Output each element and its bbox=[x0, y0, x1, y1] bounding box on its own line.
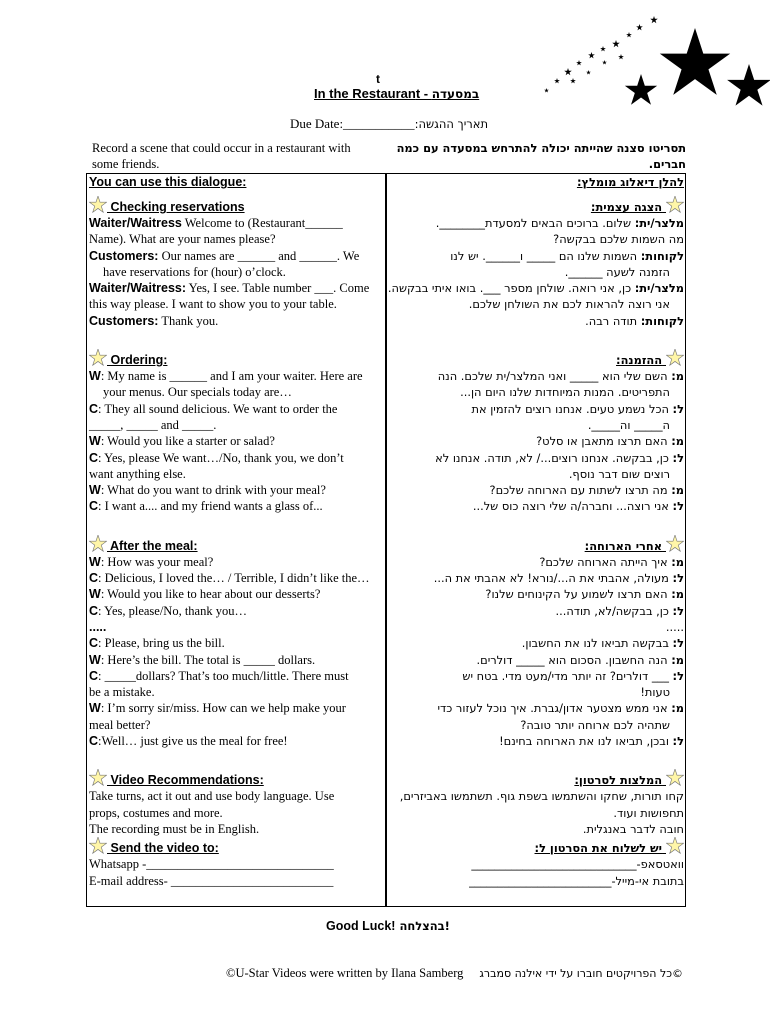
dialogue-line bbox=[89, 215, 385, 231]
line-text: הזמנה לשעה ______. bbox=[564, 264, 670, 279]
section-heading: המלצות לסרטון: bbox=[388, 769, 684, 788]
dialogue-line bbox=[89, 401, 385, 417]
title-hebrew: במסעדה bbox=[431, 87, 480, 101]
speaker-label: מ: bbox=[671, 587, 684, 602]
due-date-hebrew: :תאריך ההגשה bbox=[414, 117, 489, 131]
line-text: Thank you. bbox=[158, 313, 219, 328]
recommendation-line: תחפושות ועוד. bbox=[613, 805, 684, 820]
speaker-label: לקוחות: bbox=[640, 248, 684, 263]
dialogue-label: You can use this dialogue: bbox=[89, 175, 247, 189]
dialogue-line bbox=[89, 433, 385, 449]
dialogue-line bbox=[89, 733, 385, 749]
star-icon bbox=[89, 769, 107, 787]
speaker-label: לקוחות: bbox=[640, 313, 684, 328]
line-text: ובכן, תביאו לנו את הארוחה בחינם! bbox=[499, 734, 673, 749]
line-text: האם תרצו לשמוע על הקינוחים שלנו? bbox=[485, 587, 672, 602]
section-heading: Ordering: bbox=[89, 349, 385, 368]
line-text: Yes, I see. Table number ___. Come bbox=[186, 281, 370, 296]
line-text: : I want a.... and my friend wants a glass of... bbox=[98, 499, 323, 514]
line-text: :Well… just give us the meal for free! bbox=[98, 734, 288, 749]
line-text: : Yes, please We want…/No, thank you, we don’t bbox=[98, 450, 344, 465]
dialogue-line bbox=[89, 586, 385, 602]
section-heading: Send the video to: bbox=[89, 837, 385, 856]
line-text: _____, _____ and _____. bbox=[89, 417, 217, 432]
speaker-label: Waiter/Waitress: bbox=[89, 281, 187, 296]
line-text: כן, בבקשה/לא, תודה... bbox=[555, 603, 673, 618]
whatsapp-field: Whatsapp -______________________________ bbox=[89, 857, 334, 872]
dialogue-line bbox=[388, 368, 684, 384]
line-text: שתהיה לכם ארוחה יותר טובה? bbox=[520, 717, 670, 732]
section-heading: Video Recommendations: bbox=[89, 769, 385, 788]
dialogue-line bbox=[388, 603, 684, 619]
line-text: התפריטים. המנות המיוחדות שלנו היום הן... bbox=[460, 385, 670, 400]
line-text: Name). What are your names please? bbox=[89, 232, 276, 247]
speaker-label: מ: bbox=[671, 369, 684, 384]
recommendation-line: props, costumes and more. bbox=[89, 805, 223, 820]
star-icon bbox=[666, 196, 684, 214]
dialogue-line bbox=[388, 313, 684, 329]
speaker-label: W bbox=[89, 701, 101, 716]
line-text: ה_____ וה_____. bbox=[587, 417, 670, 432]
dialogue-line bbox=[89, 368, 385, 384]
star-icon bbox=[666, 837, 684, 855]
page-title bbox=[314, 86, 479, 102]
line-text: : They all sound delicious. We want to order the bbox=[98, 401, 338, 416]
speaker-label: W bbox=[89, 554, 101, 569]
line-text: מה תרצו לשתות עם הארוחה שלכם? bbox=[489, 483, 672, 498]
line-text: אני רוצה... וחברה/ה שלי רוצה כוס של... bbox=[472, 499, 673, 514]
dialogue-line bbox=[388, 417, 684, 433]
dialogue-line bbox=[89, 603, 385, 619]
line-text: : Yes, please/No, thank you… bbox=[98, 603, 247, 618]
title-top-letter: t bbox=[376, 72, 380, 86]
speaker-label: C bbox=[89, 450, 99, 465]
section-after-meal-he bbox=[388, 535, 684, 750]
section-ordering bbox=[89, 349, 385, 515]
section-send-video bbox=[89, 837, 385, 889]
speaker-label: W bbox=[89, 369, 101, 384]
line-text: meal better? bbox=[89, 717, 151, 732]
line-text: be a mistake. bbox=[89, 685, 155, 700]
speaker-label: W bbox=[89, 434, 101, 449]
speaker-label: ל: bbox=[672, 499, 684, 514]
title-english-tail: t - bbox=[415, 86, 432, 101]
title-english: In the Restauran bbox=[314, 86, 416, 101]
line-text: בבקשה תביאו לנו את החשבון. bbox=[521, 636, 673, 651]
intro-english-1: Record a scene that could occur in a restaurant with bbox=[92, 141, 351, 155]
recommendation-line: Take turns, act it out and use body language. Use bbox=[89, 789, 335, 804]
line-text: השמות שלנו הם _____ ו______. יש לנו bbox=[450, 248, 641, 263]
footer-english: ©U-Star Videos were written by Ilana Samberg bbox=[226, 966, 464, 980]
line-text: Our names are ______ and ______. We bbox=[158, 248, 360, 263]
intro-hebrew-1: תסריטו סצנה שהייתה יכולה להתרחש במסעדה עם כמה bbox=[396, 141, 686, 155]
dialogue-line bbox=[388, 466, 684, 482]
dialogue-line bbox=[89, 717, 385, 733]
due-date-line bbox=[290, 116, 488, 132]
section-send-video-he bbox=[388, 837, 684, 889]
line-text: have reservations for (hour) o’clock. bbox=[103, 264, 286, 279]
dialogue-line bbox=[89, 417, 385, 433]
section-order bbox=[388, 349, 684, 515]
section-video-recommendations-he bbox=[388, 769, 684, 837]
line-text: השם שלי הוא _____ ואני המלצר/ית שלכם. הנה bbox=[437, 369, 672, 384]
line-text: : I’m sorry sir/miss. How can we help make your bbox=[100, 701, 346, 716]
line-text: : Please, bring us the bill. bbox=[98, 636, 225, 651]
line-text: תודה רבה. bbox=[585, 313, 641, 328]
dialogue-line bbox=[388, 733, 684, 749]
dialogue-line bbox=[388, 248, 684, 264]
line-text: הנה החשבון. הסכום הוא _____ דולרים. bbox=[476, 652, 672, 667]
dialogue-line bbox=[89, 498, 385, 514]
line-text: כן, אני רואה. שולחן מספר ___. בואו איתי בבקשה. bbox=[387, 281, 635, 296]
good-luck bbox=[326, 917, 450, 935]
intro-english-2: some friends. bbox=[92, 157, 160, 171]
intro-hebrew-2: חברים. bbox=[648, 157, 686, 171]
line-text: : Would you like to hear about our desserts? bbox=[100, 587, 321, 602]
section-heading: Checking reservations bbox=[89, 196, 385, 215]
speaker-label: W bbox=[89, 587, 101, 602]
recommendation-line: The recording must be in English. bbox=[89, 821, 260, 836]
dialogue-line bbox=[388, 668, 684, 684]
line-text: : _____dollars? That’s too much/little. There must bbox=[98, 668, 349, 683]
section-self-introduction bbox=[388, 196, 684, 329]
footer-hebrew: ©כל הפרויקטים חוברו על ידי אילנה סמברג bbox=[479, 967, 684, 980]
dialogue-line bbox=[388, 433, 684, 449]
speaker-label: ל: bbox=[672, 636, 684, 651]
dialogue-line bbox=[388, 401, 684, 417]
section-checking-reservations bbox=[89, 196, 385, 329]
dialogue-line bbox=[89, 248, 385, 264]
dialogue-line bbox=[89, 296, 385, 312]
email-field: E-mail address- __________________________ bbox=[89, 873, 334, 888]
line-text: רוצים שום דבר נוסף. bbox=[568, 466, 670, 481]
dialogue-line bbox=[388, 554, 684, 570]
speaker-label: C bbox=[89, 734, 99, 749]
speaker-label: C bbox=[89, 499, 99, 514]
dialogue-line bbox=[388, 717, 684, 733]
stars-decoration bbox=[540, 14, 770, 122]
star-icon bbox=[666, 535, 684, 553]
speaker-label: מ: bbox=[671, 483, 684, 498]
dialogue-line bbox=[388, 652, 684, 668]
speaker-label: C bbox=[89, 636, 99, 651]
dialogue-line bbox=[388, 586, 684, 602]
dialogue-line bbox=[388, 450, 684, 466]
speaker-label: W bbox=[89, 483, 101, 498]
dialogue-line bbox=[89, 313, 385, 329]
speaker-label: Waiter/Waitress bbox=[89, 216, 182, 230]
star-icon bbox=[89, 196, 107, 214]
dialogue-line bbox=[388, 700, 684, 716]
dialogue-line bbox=[89, 384, 385, 400]
line-text: : My name is ______ and I am your waiter. Here are bbox=[100, 369, 363, 384]
dialogue-line bbox=[89, 450, 385, 466]
star-icon bbox=[666, 769, 684, 787]
dialogue-line bbox=[388, 498, 684, 514]
speaker-label: ל: bbox=[672, 571, 684, 586]
line-text: כן, בבקשה. אנחנו רוצים.../ לא, תודה. אנחנו לא bbox=[435, 450, 673, 465]
line-text: ..... bbox=[665, 619, 684, 634]
speaker-label: ..... bbox=[89, 619, 107, 634]
line-text: ___ דולרים? זה יותר מדי/מעט מדי. בטח יש bbox=[462, 668, 673, 683]
speaker-label: מ: bbox=[671, 554, 684, 569]
dialogue-line bbox=[388, 619, 684, 635]
dialogue-line bbox=[388, 684, 684, 700]
star-icon bbox=[666, 349, 684, 367]
dialogue-line bbox=[89, 619, 385, 635]
line-text: want anything else. bbox=[89, 466, 186, 481]
line-text: אני ממש מצטער אדון/גברת. איך נוכל לעזור כדי bbox=[437, 701, 672, 716]
star-icon bbox=[89, 349, 107, 367]
dialogue-line bbox=[388, 280, 684, 296]
line-text: מה השמות שלכם בבקשה? bbox=[553, 232, 684, 247]
dialogue-line bbox=[89, 570, 385, 586]
good-luck-hebrew: בהצלחה! bbox=[399, 919, 450, 933]
speaker-label: ל: bbox=[672, 603, 684, 618]
dialogue-line bbox=[388, 635, 684, 651]
line-text: איך הייתה הארוחה שלכם? bbox=[539, 554, 672, 569]
section-heading: After the meal: bbox=[89, 535, 385, 554]
line-text: : Here’s the bill. The total is _____ dollars. bbox=[100, 652, 316, 667]
speaker-label: C bbox=[89, 571, 99, 586]
dialogue-line bbox=[388, 384, 684, 400]
line-text: your menus. Our specials today are… bbox=[103, 385, 292, 400]
dialogue-line bbox=[89, 280, 385, 296]
dialogue-line bbox=[89, 652, 385, 668]
dialogue-line bbox=[89, 700, 385, 716]
dialogue-label: להלן דיאלוג מומלץ: bbox=[576, 175, 684, 189]
line-text: : Would you like a starter or salad? bbox=[100, 434, 275, 449]
footer bbox=[226, 964, 683, 982]
speaker-label: Customers: bbox=[89, 248, 159, 263]
dialogue-line bbox=[89, 264, 385, 280]
dialogue-line bbox=[89, 684, 385, 700]
dialogue-line bbox=[89, 466, 385, 482]
section-heading: אחרי הארוחה: bbox=[388, 535, 684, 554]
email-field: בתובת אי-מייל-_________________________ bbox=[469, 873, 684, 888]
speaker-label: ל: bbox=[672, 401, 684, 416]
speaker-label: W bbox=[89, 652, 101, 667]
line-text: : Delicious, I loved the… / Terrible, I didn’t like the… bbox=[98, 571, 370, 586]
line-text: שלום. ברוכים הבאים למסעדת________. bbox=[435, 216, 635, 230]
section-heading: ההזמנה: bbox=[388, 349, 684, 368]
dialogue-line bbox=[89, 668, 385, 684]
line-text: האם תרצו מתאבן או סלט? bbox=[536, 434, 672, 449]
line-text: this way please. I want to show you to your table. bbox=[89, 297, 337, 312]
line-text: טעות! bbox=[640, 685, 670, 700]
line-text: : How was your meal? bbox=[100, 554, 214, 569]
line-text: : What do you want to drink with your meal? bbox=[100, 483, 326, 498]
speaker-label: מ: bbox=[671, 652, 684, 667]
dialogue-line bbox=[89, 554, 385, 570]
recommendation-line: חובה לדבר באנגלית. bbox=[582, 821, 684, 836]
dialogue-line bbox=[89, 635, 385, 651]
dialogue-line bbox=[89, 482, 385, 498]
recommendation-line: קחו תורות, שחקו והשתמשו בשפת גוף. תשתמשו באביזרים, bbox=[399, 789, 684, 804]
due-date-english: Due Date:___________ bbox=[290, 116, 415, 131]
line-text: הכל נשמע טעים. אנחנו רוצים להזמין את bbox=[471, 401, 673, 416]
star-icon bbox=[89, 837, 107, 855]
speaker-label: ל: bbox=[672, 668, 684, 683]
speaker-label: מלצר/ית: bbox=[634, 281, 684, 296]
section-heading: הצגה עצמית: bbox=[388, 196, 684, 215]
speaker-label: מ: bbox=[671, 701, 684, 716]
dialogue-line bbox=[388, 570, 684, 586]
dialogue-line bbox=[388, 296, 684, 312]
dialogue-line bbox=[388, 264, 684, 280]
speaker-label: מ: bbox=[671, 434, 684, 449]
hebrew-dialogue-content bbox=[388, 174, 684, 889]
section-after-meal bbox=[89, 535, 385, 750]
section-video-recommendations bbox=[89, 769, 385, 837]
dialogue-line bbox=[388, 482, 684, 498]
speaker-label: C bbox=[89, 401, 99, 416]
line-text: Welcome to (Restaurant______ bbox=[181, 216, 343, 230]
dialogue-line bbox=[388, 215, 684, 231]
english-dialogue-content bbox=[89, 174, 385, 889]
line-text: אני רוצה להראות לכם את השולחן שלכם. bbox=[468, 297, 670, 312]
speaker-label: C bbox=[89, 668, 99, 683]
good-luck-english: Good Luck! bbox=[326, 919, 396, 933]
section-heading: יש לשלוח את הסרטון ל: bbox=[388, 837, 684, 856]
speaker-label: ל: bbox=[672, 450, 684, 465]
speaker-label: Customers: bbox=[89, 313, 159, 328]
line-text: מעולה, אהבתי את ה.../נורא! לא אהבתי את ה... bbox=[433, 571, 673, 586]
dialogue-line bbox=[89, 231, 385, 247]
speaker-label: C bbox=[89, 603, 99, 618]
whatsapp-field: וואטסאפ-_____________________________ bbox=[471, 857, 684, 872]
speaker-label: ל: bbox=[672, 734, 684, 749]
dialogue-line bbox=[388, 231, 684, 247]
star-icon bbox=[89, 535, 107, 553]
speaker-label: מלצר/ית: bbox=[634, 216, 684, 230]
